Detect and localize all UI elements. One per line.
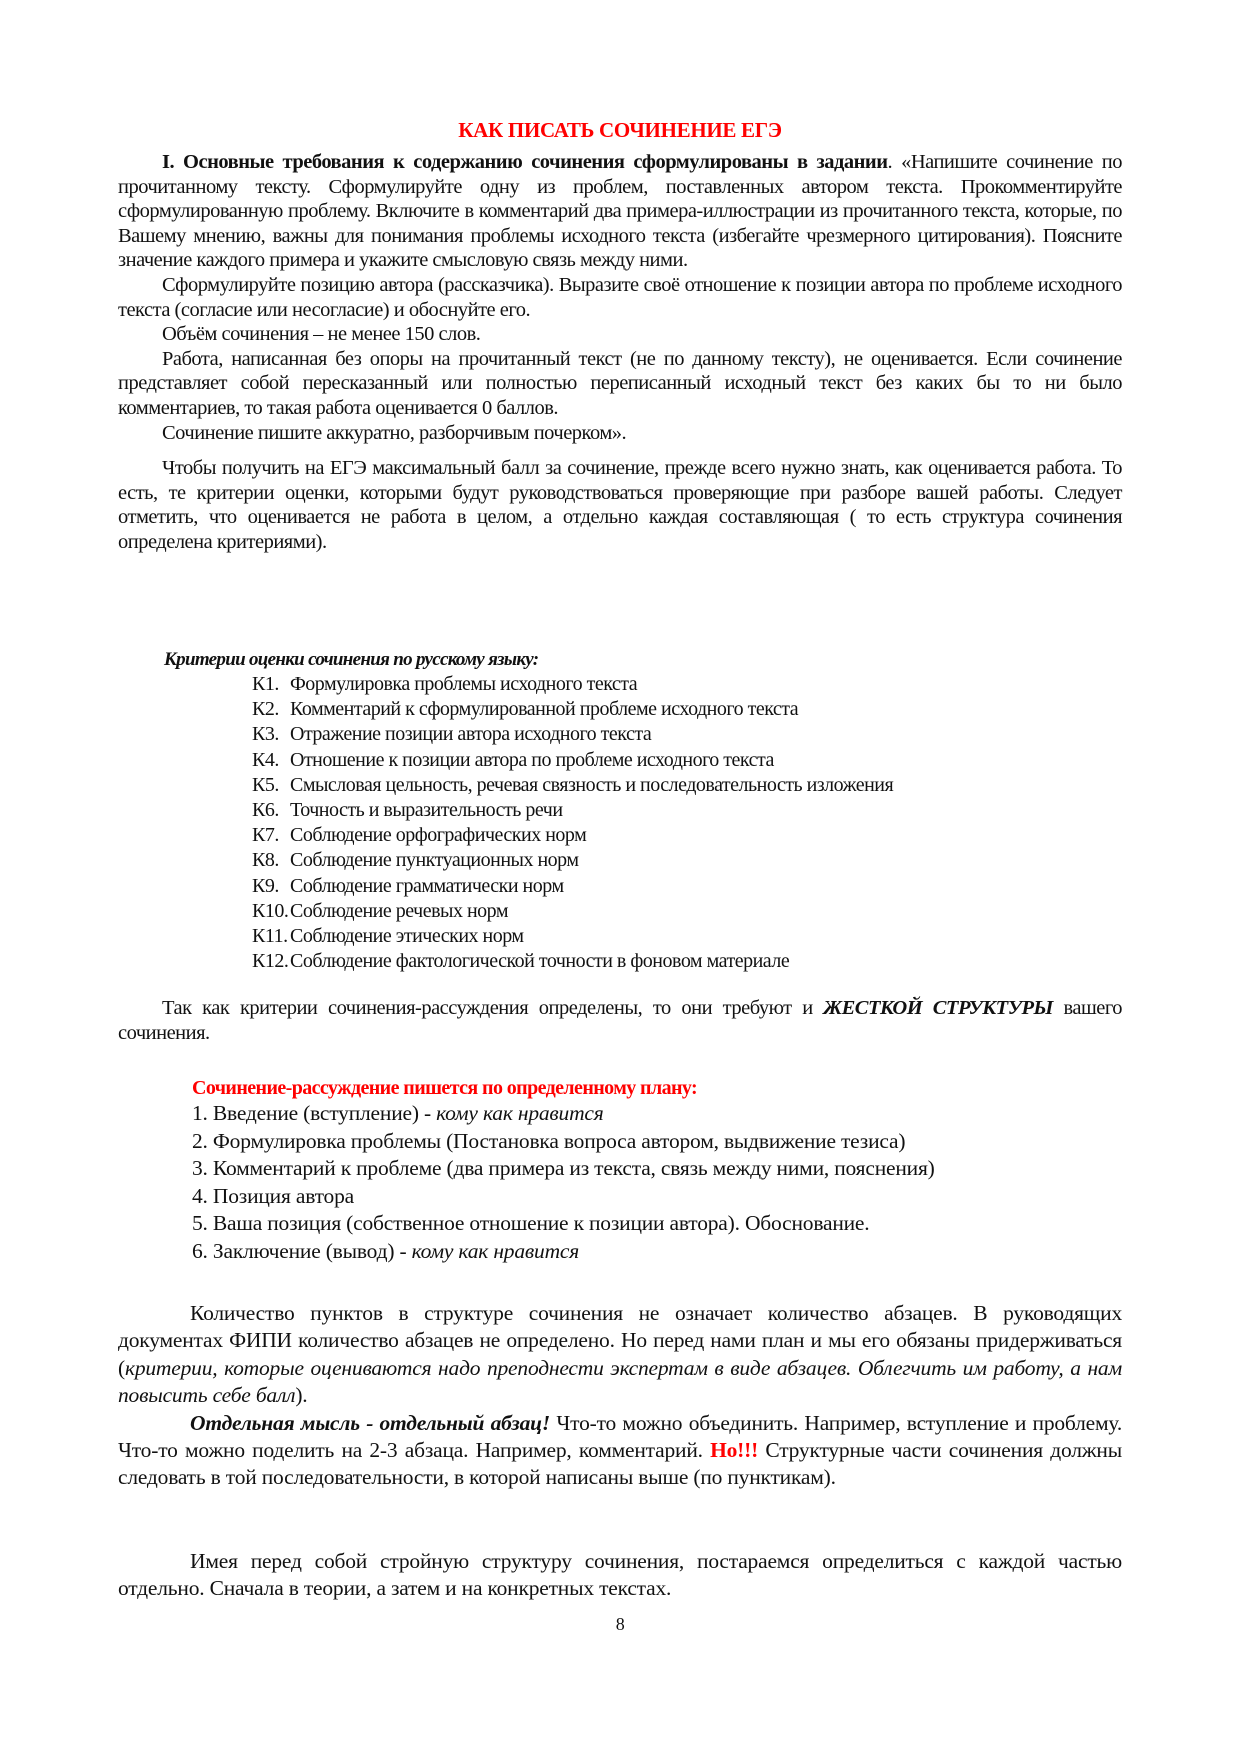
criteria-item: К2. Комментарий к сформулированной проблеме исходного текста	[252, 698, 799, 721]
criteria-item: К4. Отношение к позиции автора по проблеме исходного текста	[252, 748, 774, 771]
criteria-list	[252, 672, 893, 974]
intro-paragraph-2: Сформулируйте позицию автора (рассказчика). Выразите своё отношение к позиции автора по проблеме исходного текста (согласие или несогласие) и обоснуйте его.	[118, 273, 1122, 321]
plan-heading: Сочинение-рассуждение пишется по определенному плану:	[192, 1077, 698, 1099]
intro-paragraph-3: Объём сочинения – не менее 150 слов.	[162, 323, 481, 346]
plan-item: 3. Комментарий к проблеме (два примера из текста, связь между ними, пояснения)	[192, 1156, 935, 1181]
plan-list	[192, 1100, 935, 1266]
criteria-heading: Критерии оценки сочинения по русскому языку:	[164, 649, 539, 670]
criteria-item: К5. Смысловая цельность, речевая связность и последовательность изложения	[252, 773, 894, 796]
separate-thought-emphasis: Отдельная мысль - отдельный абзац!	[190, 1410, 551, 1435]
intro-paragraph-4: Работа, написанная без опоры на прочитанный текст (не по данному тексту), не оценивается. Если сочинение представляет собой пересказанный или полностью переписанный исходный текст без каких бы то ни было комментариев, то такая работа оценивается 0 баллов.	[118, 347, 1122, 419]
evaluation-section	[118, 456, 1122, 554]
closing-paragraph: Имея перед собой стройную структуру сочинения, постараемся определиться с каждой частью отдельно. Сначала в теории, а затем и на конкретных текстах.	[118, 1549, 1122, 1601]
intro-bold-lead: I. Основные требования к содержанию сочинения сформулированы в задании	[162, 151, 888, 173]
structure-paragraph: Так как критерии сочинения-рассуждения определены, то они требуют и ЖЕСТКОЙ СТРУКТУРЫ вашего сочинения.	[118, 997, 1123, 1044]
intro-paragraph	[118, 150, 1122, 273]
criteria-item: К6. Точность и выразительность речи	[252, 799, 563, 822]
intro-section	[118, 150, 1122, 445]
evaluation-paragraph: Чтобы получить на ЕГЭ максимальный балл за сочинение, прежде всего нужно знать, как оценивается работа. То есть, те критерии оценки, которыми будут руководствоваться проверяющие при разборе вашей работы. Следует отметить, что оценивается не работа в целом, а отдельно каждая составляющая ( то есть структура сочинения определена критериями).	[118, 457, 1122, 553]
paragraphs-section	[118, 1300, 1122, 1492]
criteria-item: К12.Соблюдение фактологической точности в фоновом материале	[252, 950, 790, 973]
intro-paragraph-5: Сочинение пишите аккуратно, разборчивым почерком».	[162, 421, 627, 444]
paragraphs-note: Количество пунктов в структуре сочинения не означает количество абзацев. В руководящих документах ФИПИ количество абзацев не определено. Но перед нами план и мы его обязаны придерживаться (критерии, которые оцениваются надо преподнести экспертам в виде абзацев. Облегчить им работу, а нам повысить себе балл).	[118, 1301, 1122, 1408]
criteria-item: К9. Соблюдение грамматически норм	[252, 874, 564, 897]
structure-emphasis: ЖЕСТКОЙ СТРУКТУРЫ	[823, 997, 1053, 1019]
page-title: КАК ПИСАТЬ СОЧИНЕНИЕ ЕГЭ	[458, 118, 782, 142]
criteria-item: К3. Отражение позиции автора исходного текста	[252, 723, 652, 746]
plan-item: 1. Введение (вступление) - кому как нравится	[192, 1101, 604, 1125]
warning-label: Но!!!	[710, 1438, 759, 1463]
plan-item: 5. Ваша позиция (собственное отношение к позиции автора). Обоснование.	[192, 1211, 870, 1236]
plan-item: 6. Заключение (вывод) - кому как нравится	[192, 1238, 580, 1263]
criteria-item: К7. Соблюдение орфографических норм	[252, 824, 587, 847]
separate-thought-paragraph: Отдельная мысль - отдельный абзац! Что-то можно объединить. Например, вступление и проблему. Что-то можно поделить на 2-3 абзаца. Например, комментарий. Но!!! Структурные части сочинения должны следовать в той последовательности, в которой написаны выше (по пунктикам).	[118, 1410, 1122, 1490]
structure-section	[118, 996, 1122, 1045]
criteria-item: К11. Соблюдение этических норм	[252, 925, 524, 948]
plan-item: 4. Позиция автора	[192, 1183, 354, 1208]
criteria-item: К10.Соблюдение речевых норм	[252, 899, 509, 922]
intro-rest: . «Напишите сочинение по прочитанному тексту. Сформулируйте одну из проблем, поставленных автором текста. Прокомментируйте сформулированную проблему. Включите в комментарий два примера-иллюстрации из прочитанного текста, которые, по Вашему мнению, важны для понимания проблемы исходного текста (избегайте чрезмерного цитирования). Поясните значение каждого примера и укажите смысловую связь между ними.	[118, 151, 1122, 272]
closing-section	[118, 1548, 1122, 1603]
page-number: 8	[615, 1614, 625, 1634]
criteria-item: К8. Соблюдение пунктуационных норм	[252, 849, 579, 872]
plan-item: 2. Формулировка проблемы (Постановка вопроса автором, выдвижение тезиса)	[192, 1128, 906, 1153]
criteria-item: К1. Формулировка проблемы исходного текста	[252, 673, 638, 695]
